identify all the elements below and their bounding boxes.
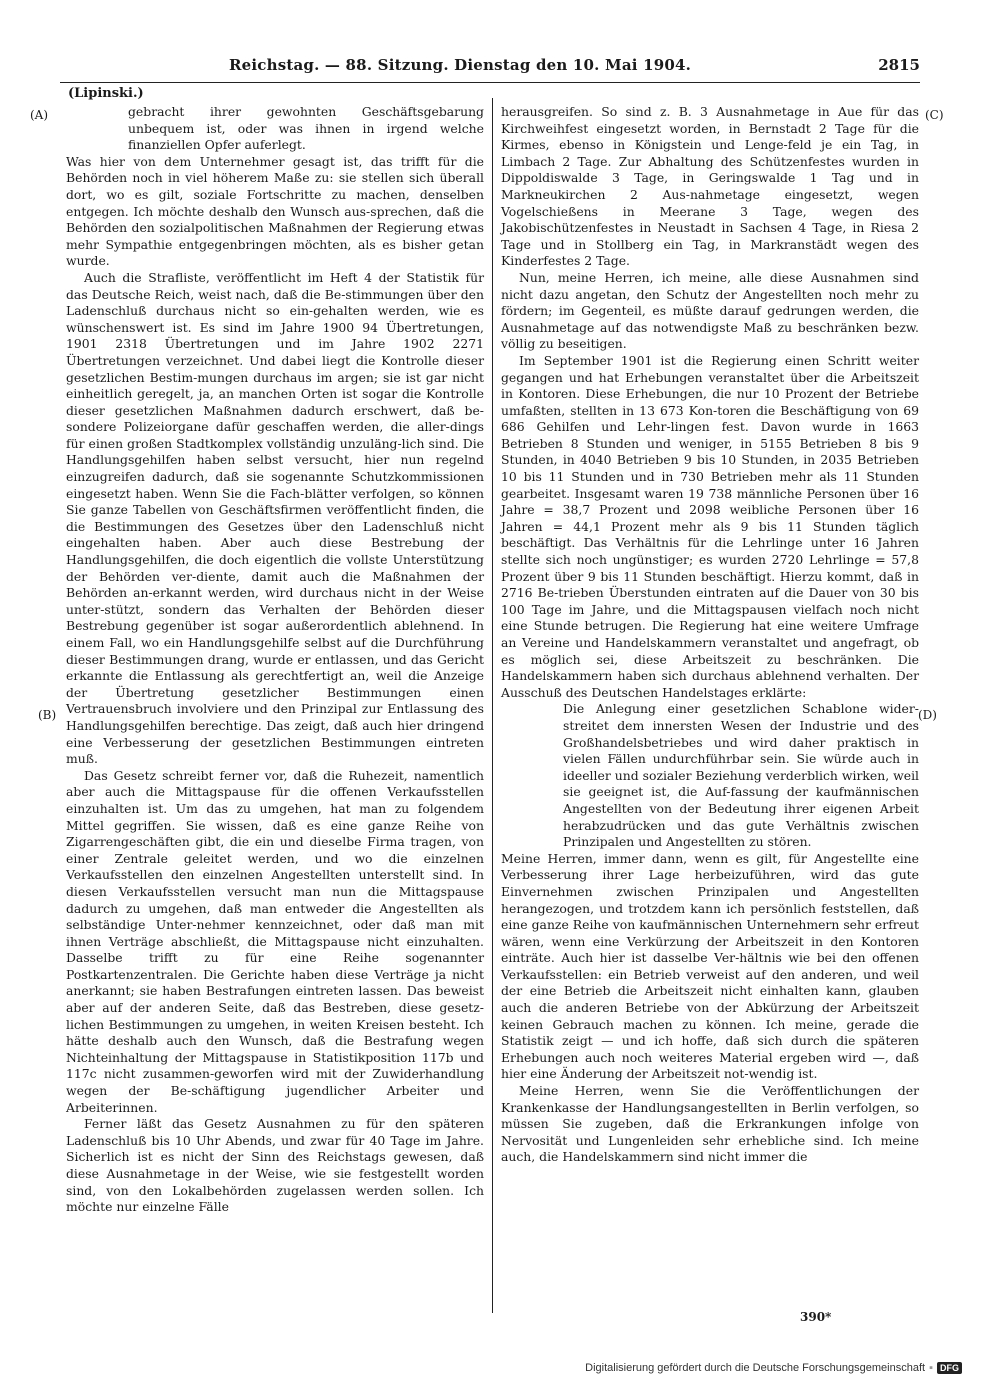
page-title: Reichstag. — 88. Sitzung. Dienstag den 10. Mai 1904. [228, 56, 692, 74]
paragraph: Was hier von dem Unternehmer gesagt ist, das trifft für die Behörden noch in viel höherem Maße zu: sie stellen sich überall dort, wo es gilt, soziale Fortschritte zu machen, denselben entgegen. Ich möchte deshalb den Wunsch aus-sprechen, daß die Behörden den sozialpolitischen Maßnahmen der Regierung etwas mehr Sympathie entgegenbringen möchten, als es bisher getan wurde. [66, 153, 484, 269]
margin-mark-a: (A) [30, 108, 49, 122]
speaker-name: (Lipinski.) [68, 86, 144, 101]
paragraph: Im September 1901 ist die Regierung einen Schritt weiter gegangen und hat Erhebungen veranstaltet über die Arbeitszeit in Kontoren. Diese Erhebungen, die nur 10 Prozent der Betriebe umfaßten, stellten in 13 673 Kon-toren die Beschäftigung von 69 686 Gehilfen und Lehr-lingen fest. Davon wurde in 1663 Betrieben 8 Stunden und weniger, in 5155 Betrieben 8 bis 9 Stunden, in 4040 Betrieben 9 bis 10 Stunden, in 2035 Betrieben 10 bis 11 Stunden und in 730 Betrieben mehr als 11 Stunden gearbeitet. Insgesamt waren 19 738 männliche Personen über 16 Jahre = 38,7 Prozent und 2098 weibliche Personen über 16 Jahren = 44,1 Prozent mehr als 9 bis 11 Stunden täglich beschäftigt. Das Verhältnis für die Lehrlinge unter 16 Jahren stellte sich noch ungünstiger; es wurden 2720 Lehrlinge = 57,8 Prozent über 9 bis 11 Stunden beschäftigt. Hierzu kommt, daß in 2716 Be-trieben Überstunden eintraten auf die Dauer von 30 bis 100 Tage im Jahre, und die Mittagspausen vielfach noch nicht eine Stunde betrugen. Die Regierung hat eine weitere Umfrage an Vereine und Handelskammern veranstaltet und angefragt, ob es möglich sei, diese Arbeitszeit zu beschränken. Die Handelskammern haben sich durchaus ablehnend verhalten. Der Ausschuß des Deutschen Handelstages erklärte: [501, 352, 919, 700]
column-divider [492, 98, 493, 1313]
block-quote: Die Anlegung einer gesetzlichen Schablone wider-streitet dem innersten Wesen der Industrie und des Großhandelsbetriebes und wird daher praktisch in vielen Fällen undurchführbar sein. Sie würde auch in ideeller und sozialer Beziehung verderblich wirken, weil sie geeignet ist, die Auf-fassung der kaufmännischen Angestellten von der Bedeutung ihrer eigenen Arbeit herabzudrücken und das gute Verhältnis zwischen Prinzipalen und Angestellten zu stören. [563, 701, 919, 850]
header-rule [60, 82, 920, 83]
margin-mark-d: (D) [918, 708, 937, 722]
dfg-logo: DFG [937, 1362, 962, 1374]
paragraph: Meine Herren, immer dann, wenn es gilt, für Angestellte eine Verbesserung ihrer Lage herbeizuführen, wird das gute Einvernehmen zwischen Prinzipalen und Angestellten herangezogen, und trotzdem kann ich persönlich feststellen, daß eine ganze Reihe von kaufmännischen Unternehmern sehr erfreut wären, wenn eine Verkürzung der Arbeitszeit in den Kontoren einträte. Auch hier ist dasselbe Ver-hältnis wie bei den offenen Verkaufsstellen: ein Betrieb verweist auf den anderen, und weil der eine Betrieb die Arbeitszeit nicht einhalten kann, glauben auch die anderen Betriebe von der Abkürzung der Arbeitszeit keinen Gebrauch machen zu können. Ich meine, gerade die Statistik zeigt — und ich hoffe, daß sich durch die späteren Erhebungen auch noch weiteres Material ergeben wird —, daß hier eine Änderung der Arbeitszeit not-wendig ist. [501, 850, 919, 1082]
footer: Digitalisierung gefördert durch die Deutsche Forschungsgemeinschaft ▪ DFG [585, 1362, 962, 1374]
paragraph: Meine Herren, wenn Sie die Veröffentlichungen der Krankenkasse der Handlungsangestellten in Berlin verfolgen, so müssen Sie zugeben, daß die Erkrankungen infolge von Nervosität und Lungenleiden sehr erhebliche sind. Ich meine auch, die Handelskammern sind nicht immer die [501, 1083, 919, 1165]
right-column [501, 104, 919, 1166]
page-number: 2815 [878, 56, 920, 74]
sheet-signature: 390* [800, 1310, 832, 1324]
page-header [60, 56, 920, 80]
left-column [66, 104, 484, 1216]
paragraph: Das Gesetz schreibt ferner vor, daß die Ruhezeit, namentlich aber auch die Mittagspause für die offenen Verkaufsstellen einzuhalten ist. Um das zu umgehen, hat man zu folgendem Mittel gegriffen. Sie wissen, daß es eine ganze Reihe von Zigarrengeschäften gibt, die ein und dieselbe Firma tragen, von einer Zentrale geleitet werden, und wo die einzelnen Verkaufsstellen den einzelnen Angestellten unterstellt sind. In diesen Verkaufsstellen versucht man nun die Mittagspause dadurch zu umgehen, daß man entweder die Angestellten als selbständige Unter-nehmer kennzeichnet, oder daß man mit ihnen Verträge abschließt, die Mittagspause nicht einzuhalten. Dasselbe trifft zu für eine Reihe sogenannter Postkartenzentralen. Die Gerichte haben diese Verträge ja nicht anerkannt; sie haben Bestrafungen eintreten lassen. Das beweist aber auf der anderen Seite, daß das Bestreben, diese gesetz-lichen Bestimmungen zu umgehen, in weiten Kreisen besteht. Ich hätte deshalb auch den Wunsch, daß die Bestrafung wegen Nichteinhaltung der Mittagspause in Statistikposition 117b und 117c nicht zusammen-geworfen wird mit der Zuwiderhandlung wegen der Be-schäftigung jugendlicher Arbeiter und Arbeiterinnen. [66, 767, 484, 1115]
paragraph: Nun, meine Herren, ich meine, alle diese Ausnahmen sind nicht dazu angetan, den Schutz der Angestellten noch mehr zu fördern; im Gegenteil, es müßte darauf gedrungen werden, die Ausnahmetage auf das notwendigste Maß zu beschränken bezw. völlig zu beseitigen. [501, 269, 919, 352]
paragraph: herausgreifen. So sind z. B. 3 Ausnahmetage in Aue für das Kirchweihfest eingesetzt worden, in Bernstadt 2 Tage für die Kirmes, ebenso in Königstein und Lenge-feld je ein Tag, in Limbach 2 Tage. Zur Abhaltung des Schützenfestes wurden in Dippoldiswalde 3 Tage, in Geringswalde 1 Tag und in Markneukirchen 2 Aus-nahmetage eingesetzt, wegen Vogelschießens in Meerane 3 Tage, wegen des Jakobischützenfestes in Neustadt in Sachsen 4 Tage, in Riesa 2 Tage und in Stollberg ein Tag, in Markranstädt wegen des Kinderfestes 2 Tage. [501, 104, 919, 269]
paragraph: Auch die Strafliste, veröffentlicht im Heft 4 der Statistik für das Deutsche Reich, weist nach, daß die Be-stimmungen über den Ladenschluß durchaus nicht so ein-gehalten werden, wie es wünschenswert ist. Es sind im Jahre 1900 94 Übertretungen, 1901 2318 Übertretungen und im Jahre 1902 2271 Übertretungen verzeichnet. Und dabei liegt die Kontrolle dieser gesetzlichen Bestim-mungen durchaus im argen; sie ist gar nicht einheitlich geregelt, ja, an manchen Orten ist sogar die Kontrolle dieser gesetzlichen Maßnahmen dadurch erschwert, daß be-sondere Polizeiorgane dafür geschaffen werden, die aller-dings für einen großen Stadtkomplex vollständig unzuläng-lich sind. Die Handlungsgehilfen haben selbst versucht, hier nun regelnd einzugreifen dadurch, daß sie sogenannte Schutzkommissionen eingesetzt haben. Wenn Sie die Fach-blätter verfolgen, so können Sie ganze Tabellen von Geschäftsfirmen veröffentlicht finden, die die Bestimmungen des Gesetzes über den Ladenschluß nicht eingehalten haben. Aber auch diese Bestrebung der Handlungsgehilfen, die doch eigentlich die vollste Unterstützung der Behörden ver-diente, damit auch die Maßnahmen der Behörden an-erkannt werden, wird durchaus nicht in der Weise unter-stützt, sondern das Verhalten der Behörden dieser Bestrebung gegenüber ist sogar außerordentlich ablehnend. In einem Fall, wo ein Handlungsgehilfe selbst auf die Durchführung dieser Bestimmungen drang, wurde er entlassen, und das Gericht erkannte die Entlassung als gerechtfertigt an, weil die Anzeige der Übertretung gesetzlicher Bestimmungen einen Vertrauensbruch involviere und den Prinzipal zur Entlassung des Handlungsgehilfen berechtige. Das zeigt, daß auch hier dringend eine Verbesserung der gesetzlichen Bestimmungen eintreten muß. [66, 269, 484, 767]
footer-text: Digitalisierung gefördert durch die Deutsche Forschungsgemeinschaft [585, 1362, 926, 1374]
margin-mark-b: (B) [38, 708, 57, 722]
margin-mark-c: (C) [925, 108, 944, 122]
paragraph: Ferner läßt das Gesetz Ausnahmen zu für den späteren Ladenschluß bis 10 Uhr Abends, und zwar für 40 Tage im Jahre. Sicherlich ist es nicht der Sinn des Reichstags gewesen, daß diese Ausnahmetage in der Weise, wie sie festgestellt worden sind, von den Lokalbehörden zugelassen werden sollen. Ich möchte nur einzelne Fälle [66, 1116, 484, 1215]
paragraph: gebracht ihrer gewohnten Geschäftsgebarung unbequem ist, oder was ihnen in irgend welche finanziellen Opfer auferlegt. [128, 104, 484, 153]
